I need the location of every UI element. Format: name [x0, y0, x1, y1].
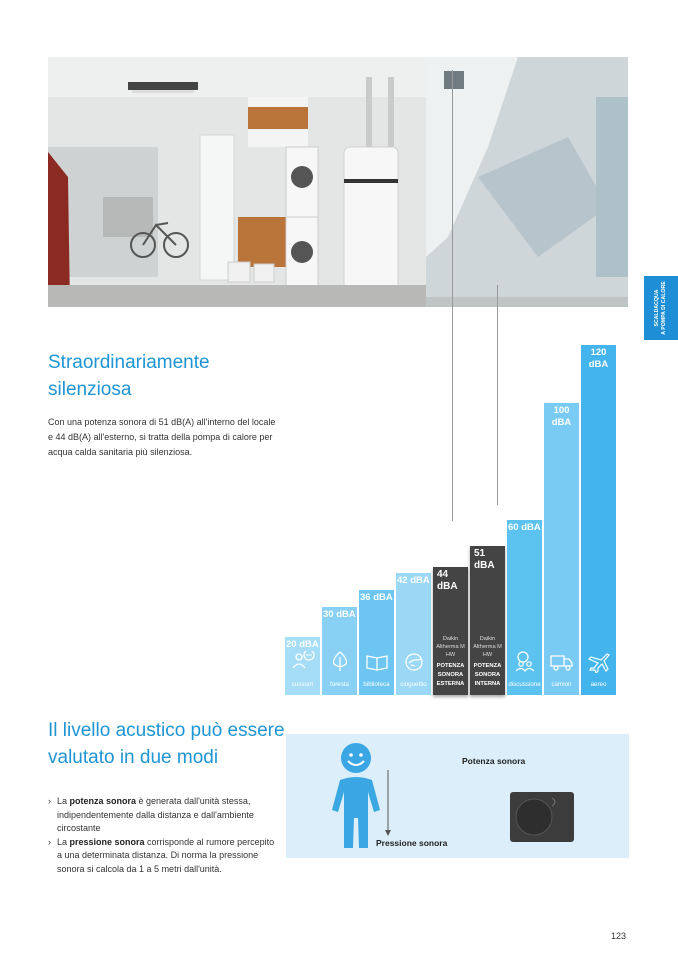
bar-kind-label: POTENZA SONORA INTERNA	[473, 663, 502, 687]
bird-icon	[402, 651, 426, 673]
bar-value-label: 120 dBA	[588, 347, 609, 370]
bar-category-label: foresta	[330, 681, 349, 688]
bar-value-label: 44 dBA	[437, 569, 458, 592]
chart-bar-biblioteca	[359, 590, 394, 695]
chart-bar-aereo	[581, 345, 616, 695]
bar-value-label: 100 dBA	[551, 405, 572, 428]
bar-kind-label: POTENZA SONORA ESTERNA	[436, 663, 465, 687]
sound-power-label: Potenza sonora	[462, 756, 526, 766]
bar-value-label: 51 dBA	[474, 548, 495, 571]
page-number: 123	[611, 931, 627, 941]
intro-paragraph: Con una potenza sonora di 51 dB(A) all'interno del locale e 44 dB(A) all'esterno, si tratta della pompa di calore per acqua calda sanitaria più silenziosa.	[48, 417, 276, 457]
heat-pump-unit-icon	[506, 786, 578, 846]
hero-photo	[48, 57, 628, 307]
section-title-two-ways: Il livello acustico può essere valutato in due modi	[48, 720, 285, 768]
tree-icon	[328, 651, 352, 673]
bar-category-label: aereo	[590, 681, 607, 688]
bullet-item: › La pressione sonora corrisponde al rumore percepito a una determinata distanza. Di norma la pressione sonora si calcola da 1 a 5 metri dall'unità.	[48, 836, 278, 877]
bullet-item: › La potenza sonora è generata dall'unità stessa, indipendentemente dalla distanza e dall'ambiente circostante	[48, 795, 278, 836]
bar-category-label: sussurri	[291, 681, 314, 688]
airplane-icon	[587, 651, 611, 673]
truck-icon	[550, 651, 574, 673]
bar-value-label: 30 dBA	[323, 609, 356, 620]
section-title-silent: Straordinariamente silenziosa	[48, 352, 210, 400]
conversation-icon	[513, 651, 537, 673]
chart-bar-sussurri	[285, 637, 320, 695]
bar-value-label: 60 dBA	[508, 522, 541, 533]
bar-product-label: Daikin Altherma M HW	[436, 636, 465, 658]
whisper-icon	[291, 651, 315, 673]
chart-bar-cinguettio	[396, 573, 431, 695]
bar-category-label: camion	[551, 681, 572, 688]
chart-bar-discussione	[507, 520, 542, 695]
book-icon	[365, 651, 389, 673]
side-tab-label: SCALDACQUA A POMPA DI CALORE	[654, 281, 667, 335]
bar-category-label: discussione	[508, 681, 541, 688]
sound-pressure-label: Pressione sonora	[376, 838, 448, 848]
chart-bar-camion	[544, 403, 579, 695]
bar-value-label: 20 dBA	[286, 639, 319, 650]
bar-value-label: 42 dBA	[397, 575, 430, 586]
chart-bar-daikin-indoor	[470, 546, 505, 695]
bar-value-label: 36 dBA	[360, 592, 393, 603]
chart-bar-foresta	[322, 607, 357, 695]
bar-product-label: Daikin Altherma M HW	[473, 636, 502, 658]
bar-category-label: biblioteca	[363, 681, 390, 688]
sound-diagram-panel	[286, 734, 629, 858]
chart-bar-daikin-outdoor	[433, 567, 468, 695]
distance-arrow-icon	[378, 770, 398, 840]
bar-category-label: cinguettio	[400, 681, 427, 688]
side-section-tab[interactable]	[644, 276, 678, 340]
bullet-list	[48, 795, 278, 876]
sound-level-chart	[285, 345, 630, 695]
